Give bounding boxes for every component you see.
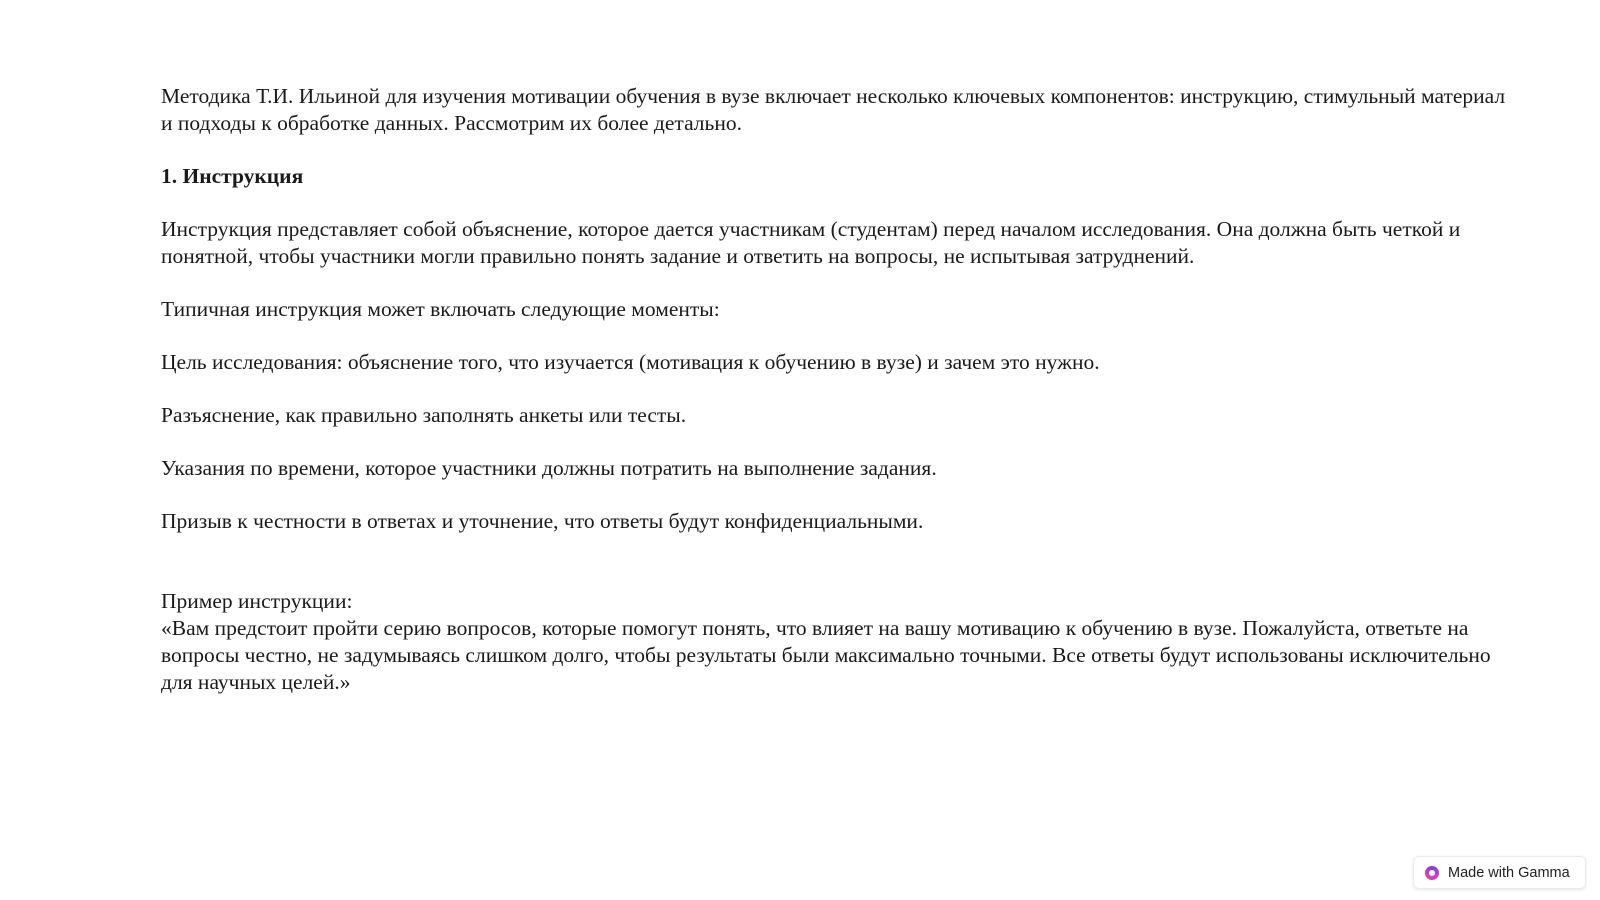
instruction-description: Инструкция представляет собой объяснение, которое дается участникам (студентам) перед началом исследования. Она должна быть четкой и понятной, чтобы участники могли правильно понять задание и ответить на вопросы, не испытывая затруднений.: [161, 217, 1461, 268]
intro-paragraph: Методика Т.И. Ильиной для изучения мотивации обучения в вузе включает несколько ключевых компонентов: инструкцию, стимульный материал и подходы к обработке данных. Рассмотрим их более детально.: [161, 84, 1506, 135]
gamma-logo-icon: [1425, 866, 1439, 880]
list-item: Призыв к честности в ответах и уточнение, что ответы будут конфиденциальными.: [161, 509, 924, 533]
section-heading: 1. Инструкция: [161, 164, 304, 188]
example-text: «Вам предстоит пройти серию вопросов, которые помогут понять, что влияет на вашу мотивацию к обучению в вузе. Пожалуйста, ответьте на вопросы честно, не задумываясь слишком долго, чтобы результаты были максимально точными. Все ответы будут использованы исключительно для научных целей.»: [161, 616, 1491, 694]
list-item: Цель исследования: объяснение того, что изучается (мотивация к обучению в вузе) и зачем это нужно.: [161, 350, 1100, 374]
list-item: Указания по времени, которое участники должны потратить на выполнение задания.: [161, 456, 937, 480]
badge-label: Made with Gamma: [1448, 864, 1570, 881]
example-label: Пример инструкции:: [161, 589, 353, 613]
typical-instruction-intro: Типичная инструкция может включать следующие моменты:: [161, 297, 720, 321]
document-body: [161, 83, 1513, 696]
list-item: Разъяснение, как правильно заполнять анкеты или тесты.: [161, 403, 687, 427]
made-with-gamma-badge[interactable]: [1413, 856, 1586, 889]
